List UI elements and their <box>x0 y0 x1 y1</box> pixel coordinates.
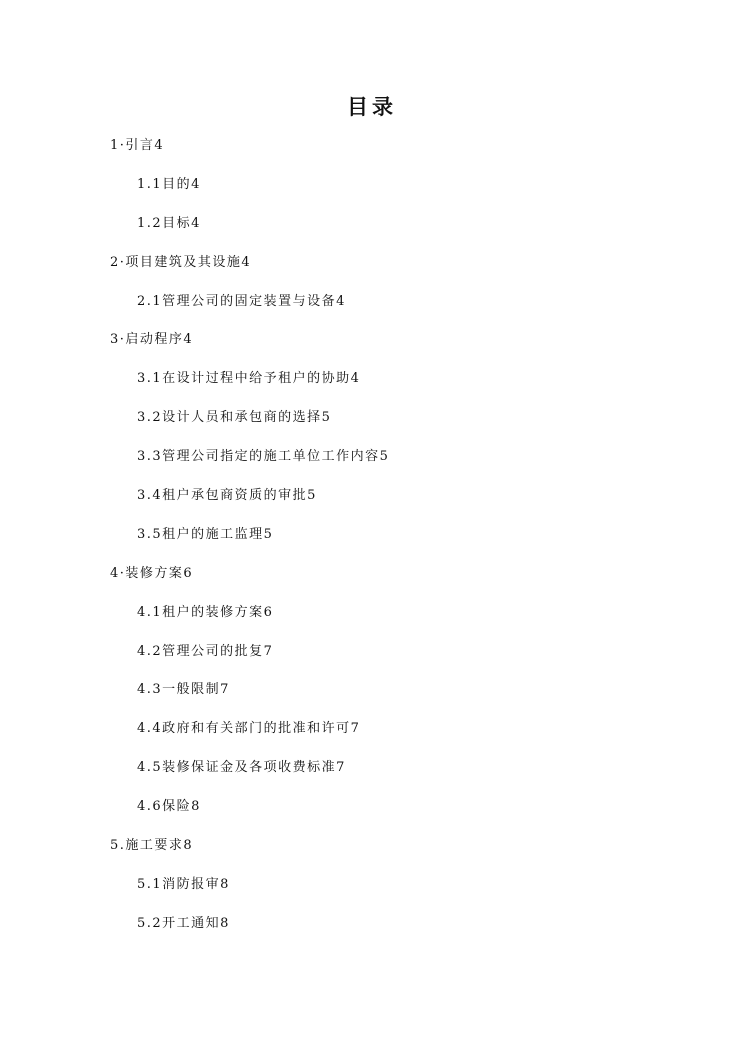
toc-subsection-entry: 2.1管理公司的固定装置与设备4 <box>137 293 346 309</box>
toc-subsection-entry: 1.1目的4 <box>137 176 201 192</box>
toc-subsection-entry: 4.2管理公司的批复7 <box>137 643 274 659</box>
toc-subsection-entry: 5.2开工通知8 <box>137 915 230 931</box>
toc-subsection-entry: 4.4政府和有关部门的批准和许可7 <box>137 721 361 737</box>
toc-section-entry: 4·装修方案6 <box>110 565 194 581</box>
toc-subsection-entry: 3.3管理公司指定的施工单位工作内容5 <box>137 449 390 465</box>
toc-section-entry: 1·引言4 <box>110 138 165 153</box>
toc-subsection-entry: 3.5租户的施工监理5 <box>137 526 274 542</box>
toc-subsection-entry: 4.6保险8 <box>137 799 201 815</box>
table-of-contents <box>0 133 744 950</box>
toc-section-entry: 5.施工要求8 <box>110 838 194 854</box>
toc-subsection-entry: 3.4租户承包商资质的审批5 <box>137 488 317 504</box>
toc-subsection-entry: 4.5装修保证金及各项收费标准7 <box>137 760 346 776</box>
toc-subsection-entry: 3.2设计人员和承包商的选择5 <box>137 410 332 426</box>
toc-section-entry: 2·项目建筑及其设施4 <box>110 254 252 270</box>
toc-subsection-entry: 4.3一般限制7 <box>137 682 230 698</box>
toc-subsection-entry: 1.2目标4 <box>137 215 201 231</box>
toc-subsection-entry: 5.1消防报审8 <box>137 876 230 892</box>
page-title: 目录 <box>347 95 397 119</box>
toc-section-entry: 3·启动程序4 <box>110 332 194 348</box>
toc-subsection-entry: 3.1在设计过程中给予租户的协助4 <box>137 371 361 387</box>
toc-subsection-entry: 4.1租户的装修方案6 <box>137 604 274 620</box>
